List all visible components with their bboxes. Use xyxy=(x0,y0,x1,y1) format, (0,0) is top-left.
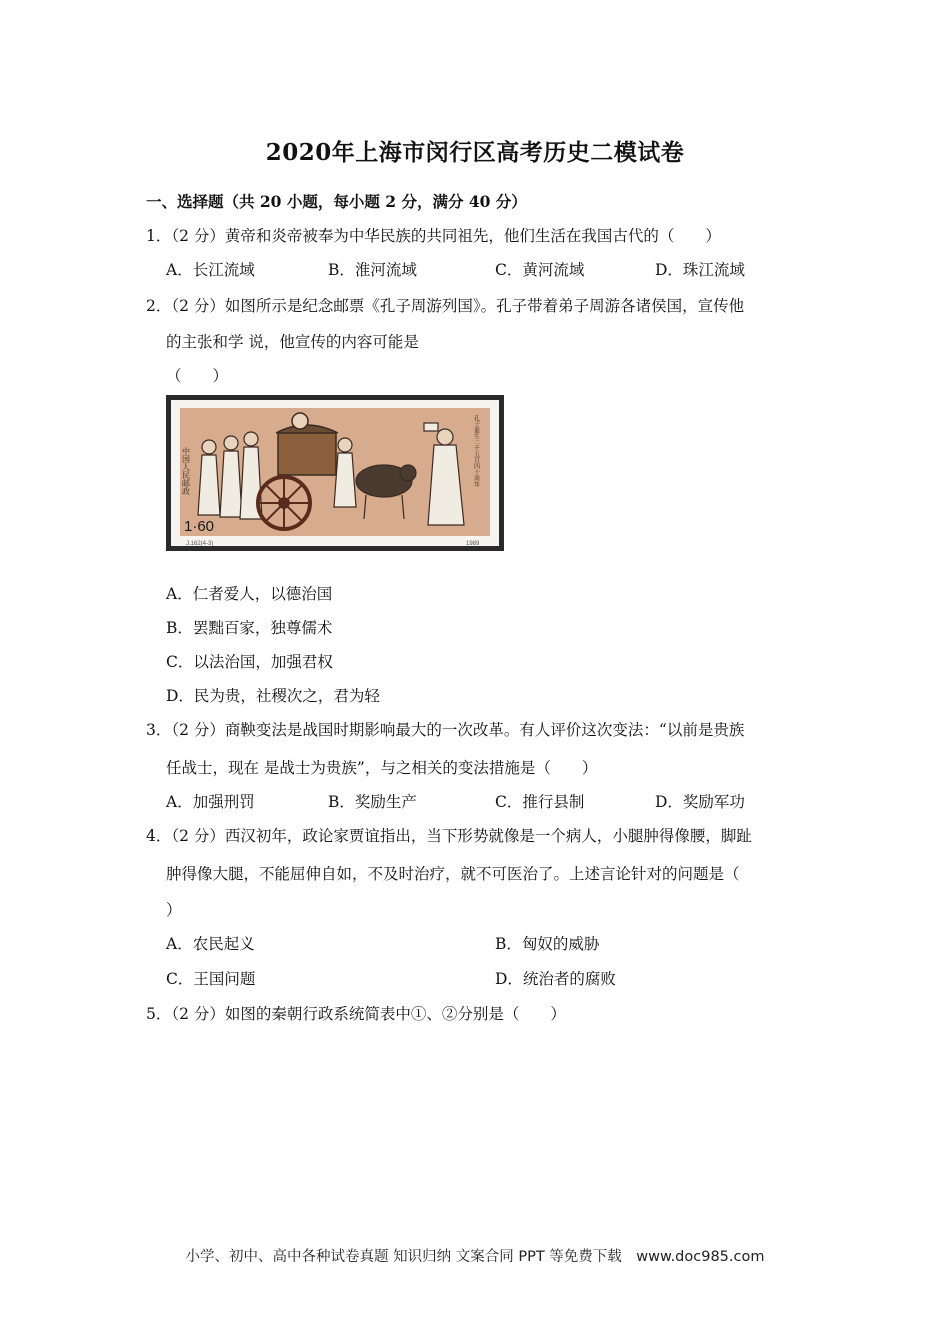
question-3-option-d: D．奖励军功 xyxy=(655,793,745,811)
document-title: 2020年上海市闵行区高考历史二模试卷 xyxy=(265,139,685,166)
question-4-text-line-2: 肿得像大腿，不能屈伸自如，不及时治疗，就不可医治了。上述言论针对的问题是（ xyxy=(166,865,740,883)
question-3-option-c: C．推行县制 xyxy=(495,793,585,811)
question-4-text-line-1: 4．（2 分）西汉初年，政论家贾谊指出，当下形势就像是一个病人，小腿肿得像腰，脚趾 xyxy=(146,827,752,845)
question-3-text-line-1: 3．（2 分）商鞅变法是战国时期影响最大的一次改革。有人评价这次变法：“以前是贵族 xyxy=(146,721,745,739)
question-3-text-line-2: 任战士，现在 是战士为贵族”，与之相关的变法措施是（ ） xyxy=(166,759,598,777)
question-1-option-a: A．长江流域 xyxy=(166,261,255,279)
question-4-option-c: C．王国问题 xyxy=(166,970,256,988)
question-3-option-a: A．加强刑罚 xyxy=(166,793,255,811)
stamp-value: 1·60 xyxy=(184,518,215,535)
question-2-text-line-1: 2．（2 分）如图所示是纪念邮票《孔子周游列国》。孔子带着弟子周游各诸侯国，宣传他 xyxy=(146,297,745,315)
question-4-text-line-3: ） xyxy=(166,901,182,919)
stamp-country-text: 中国人民邮政 xyxy=(181,447,191,495)
question-4-option-d: D．统治者的腐败 xyxy=(495,970,616,988)
question-2-option-c: C．以法治国，加强君权 xyxy=(166,653,333,671)
question-4-option-a: A．农民起义 xyxy=(166,935,255,953)
stamp-caption-text: 孔子诞生二千五百四十周年 xyxy=(472,415,480,487)
section-header: 一、选择题（共 20 小题，每小题 2 分，满分 40 分） xyxy=(146,192,527,211)
question-2-answer-blank: （ ） xyxy=(166,367,229,385)
page-footer: 小学、初中、高中各种试卷真题 知识归纳 文案合同 PPT 等免费下载 www.doc985.com xyxy=(185,1249,765,1265)
question-1-text: 1．（2 分）黄帝和炎帝被奉为中华民族的共同祖先，他们生活在我国古代的（ ） xyxy=(146,227,721,245)
stamp-year: 1989 xyxy=(466,541,480,547)
question-4-option-b: B．匈奴的威胁 xyxy=(495,935,600,953)
question-2-text-line-2: 的主张和学 说，他宣传的内容可能是 xyxy=(166,333,419,351)
stamp-code: J.162(4-3) xyxy=(186,541,214,547)
question-2-option-b: B．罢黜百家，独尊儒术 xyxy=(166,619,333,637)
question-2-option-d: D．民为贵，社稷次之，君为轻 xyxy=(166,687,380,705)
question-3-option-b: B．奖励生产 xyxy=(328,793,417,811)
question-5-text: 5．（2 分）如图的秦朝行政系统简表中①、②分别是（ ） xyxy=(146,1005,566,1023)
confucius-travel-stamp-image xyxy=(166,395,504,551)
question-1-option-c: C．黄河流域 xyxy=(495,261,585,279)
question-2-option-a: A．仁者爱人，以德治国 xyxy=(166,585,333,603)
question-1-option-d: D．珠江流域 xyxy=(655,261,745,279)
question-1-option-b: B．淮河流域 xyxy=(328,261,417,279)
